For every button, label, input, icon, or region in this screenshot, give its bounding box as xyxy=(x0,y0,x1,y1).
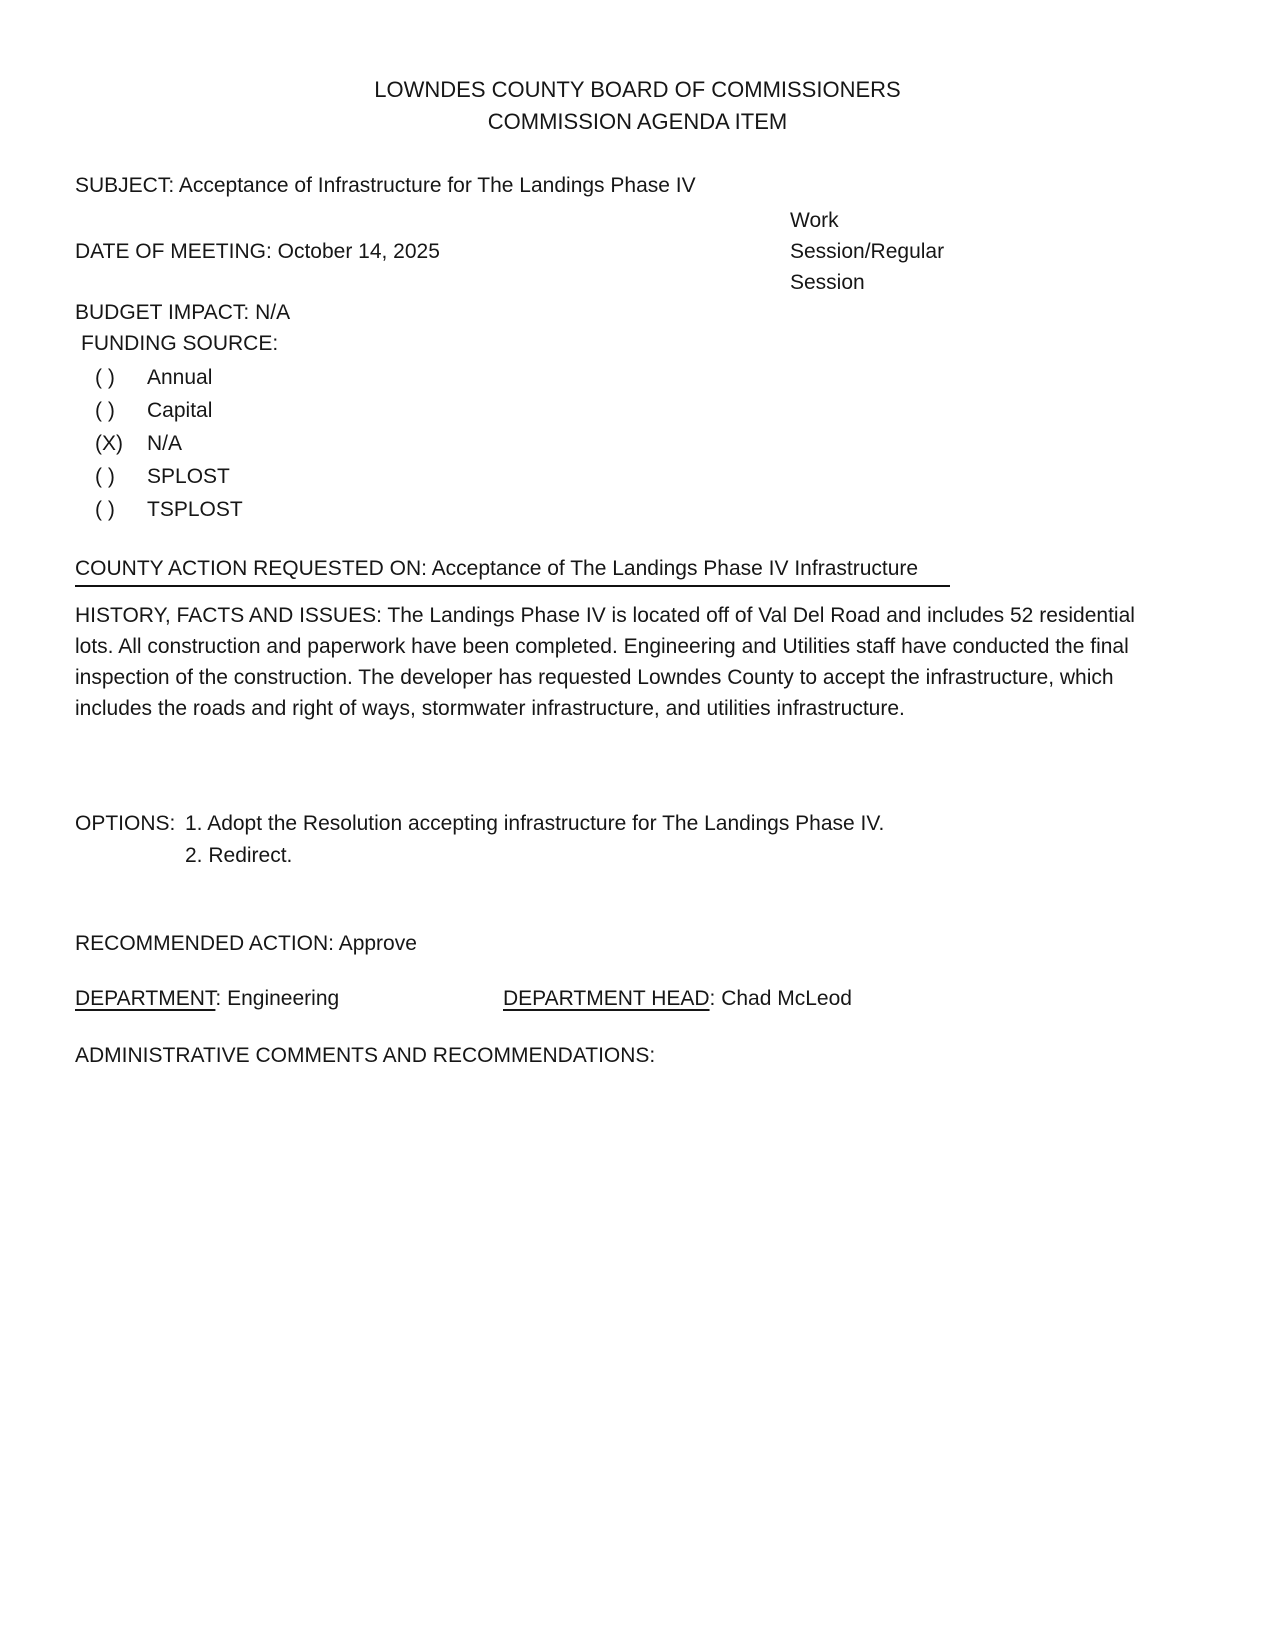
funding-option-label: Capital xyxy=(147,399,213,422)
checkbox-marker: ( ) xyxy=(95,498,115,521)
funding-option-tsplost xyxy=(95,493,243,526)
checkbox-marker: ( ) xyxy=(95,399,115,422)
department-head-value: : Chad McLeod xyxy=(709,987,852,1010)
option-item-2: 2. Redirect. xyxy=(185,844,293,867)
funding-option-capital xyxy=(95,394,243,427)
funding-option-splost xyxy=(95,460,243,493)
subject-line: SUBJECT: Acceptance of Infrastructure for The Landings Phase IV xyxy=(75,174,696,197)
county-action-requested-line: COUNTY ACTION REQUESTED ON: Acceptance of The Landings Phase IV Infrastructure xyxy=(75,553,950,587)
funding-option-label: TSPLOST xyxy=(147,498,243,521)
session-type-line: Session/Regular xyxy=(790,240,945,263)
checkbox-marker: ( ) xyxy=(95,366,115,389)
options-label: OPTIONS: xyxy=(75,812,176,835)
checkbox-marker: ( ) xyxy=(95,465,115,488)
checkbox-marker-checked: (X) xyxy=(95,432,123,455)
funding-source-label: FUNDING SOURCE: xyxy=(81,332,279,355)
options-list xyxy=(185,808,884,872)
session-type-line: Session xyxy=(790,271,865,294)
funding-source-list xyxy=(95,361,243,526)
funding-option-label: Annual xyxy=(147,366,213,389)
administrative-comments-line: ADMINISTRATIVE COMMENTS AND RECOMMENDATIONS: xyxy=(75,1044,656,1067)
option-item-1: 1. Adopt the Resolution accepting infrastructure for The Landings Phase IV. xyxy=(185,812,885,835)
department-label: DEPARTMENT xyxy=(75,987,216,1010)
title-line-2: COMMISSION AGENDA ITEM xyxy=(487,109,788,134)
department-value: : Engineering xyxy=(215,987,340,1010)
department-cell xyxy=(75,983,503,1014)
session-type-line: Work xyxy=(790,209,839,232)
date-of-meeting-line: DATE OF MEETING: October 14, 2025 xyxy=(75,240,440,263)
funding-option-label: SPLOST xyxy=(147,465,230,488)
department-signature-row xyxy=(75,983,1175,1014)
document-title xyxy=(0,74,1275,138)
funding-option-label: N/A xyxy=(147,432,183,455)
recommended-action-line: RECOMMENDED ACTION: Approve xyxy=(75,932,417,955)
title-line-1: LOWNDES COUNTY BOARD OF COMMISSIONERS xyxy=(374,77,901,102)
session-type-block xyxy=(790,205,975,298)
options-section xyxy=(75,808,1170,872)
history-facts-issues-paragraph: HISTORY, FACTS AND ISSUES: The Landings Phase IV is located off of Val Del Road and includes 52 residential lots. All construction and paperwork have been completed. Engineering and Utilities staff have conducted the final inspection of the construction. The developer has requested Lowndes County to accept the infrastructure, which includes the roads and right of ways, stormwater infrastructure, and utilities infrastructure. xyxy=(75,604,1135,720)
budget-impact-line: BUDGET IMPACT: N/A xyxy=(75,301,291,324)
department-head-cell xyxy=(503,983,1175,1014)
funding-option-annual xyxy=(95,361,243,394)
department-head-label: DEPARTMENT HEAD xyxy=(503,987,710,1010)
funding-option-na xyxy=(95,427,243,460)
